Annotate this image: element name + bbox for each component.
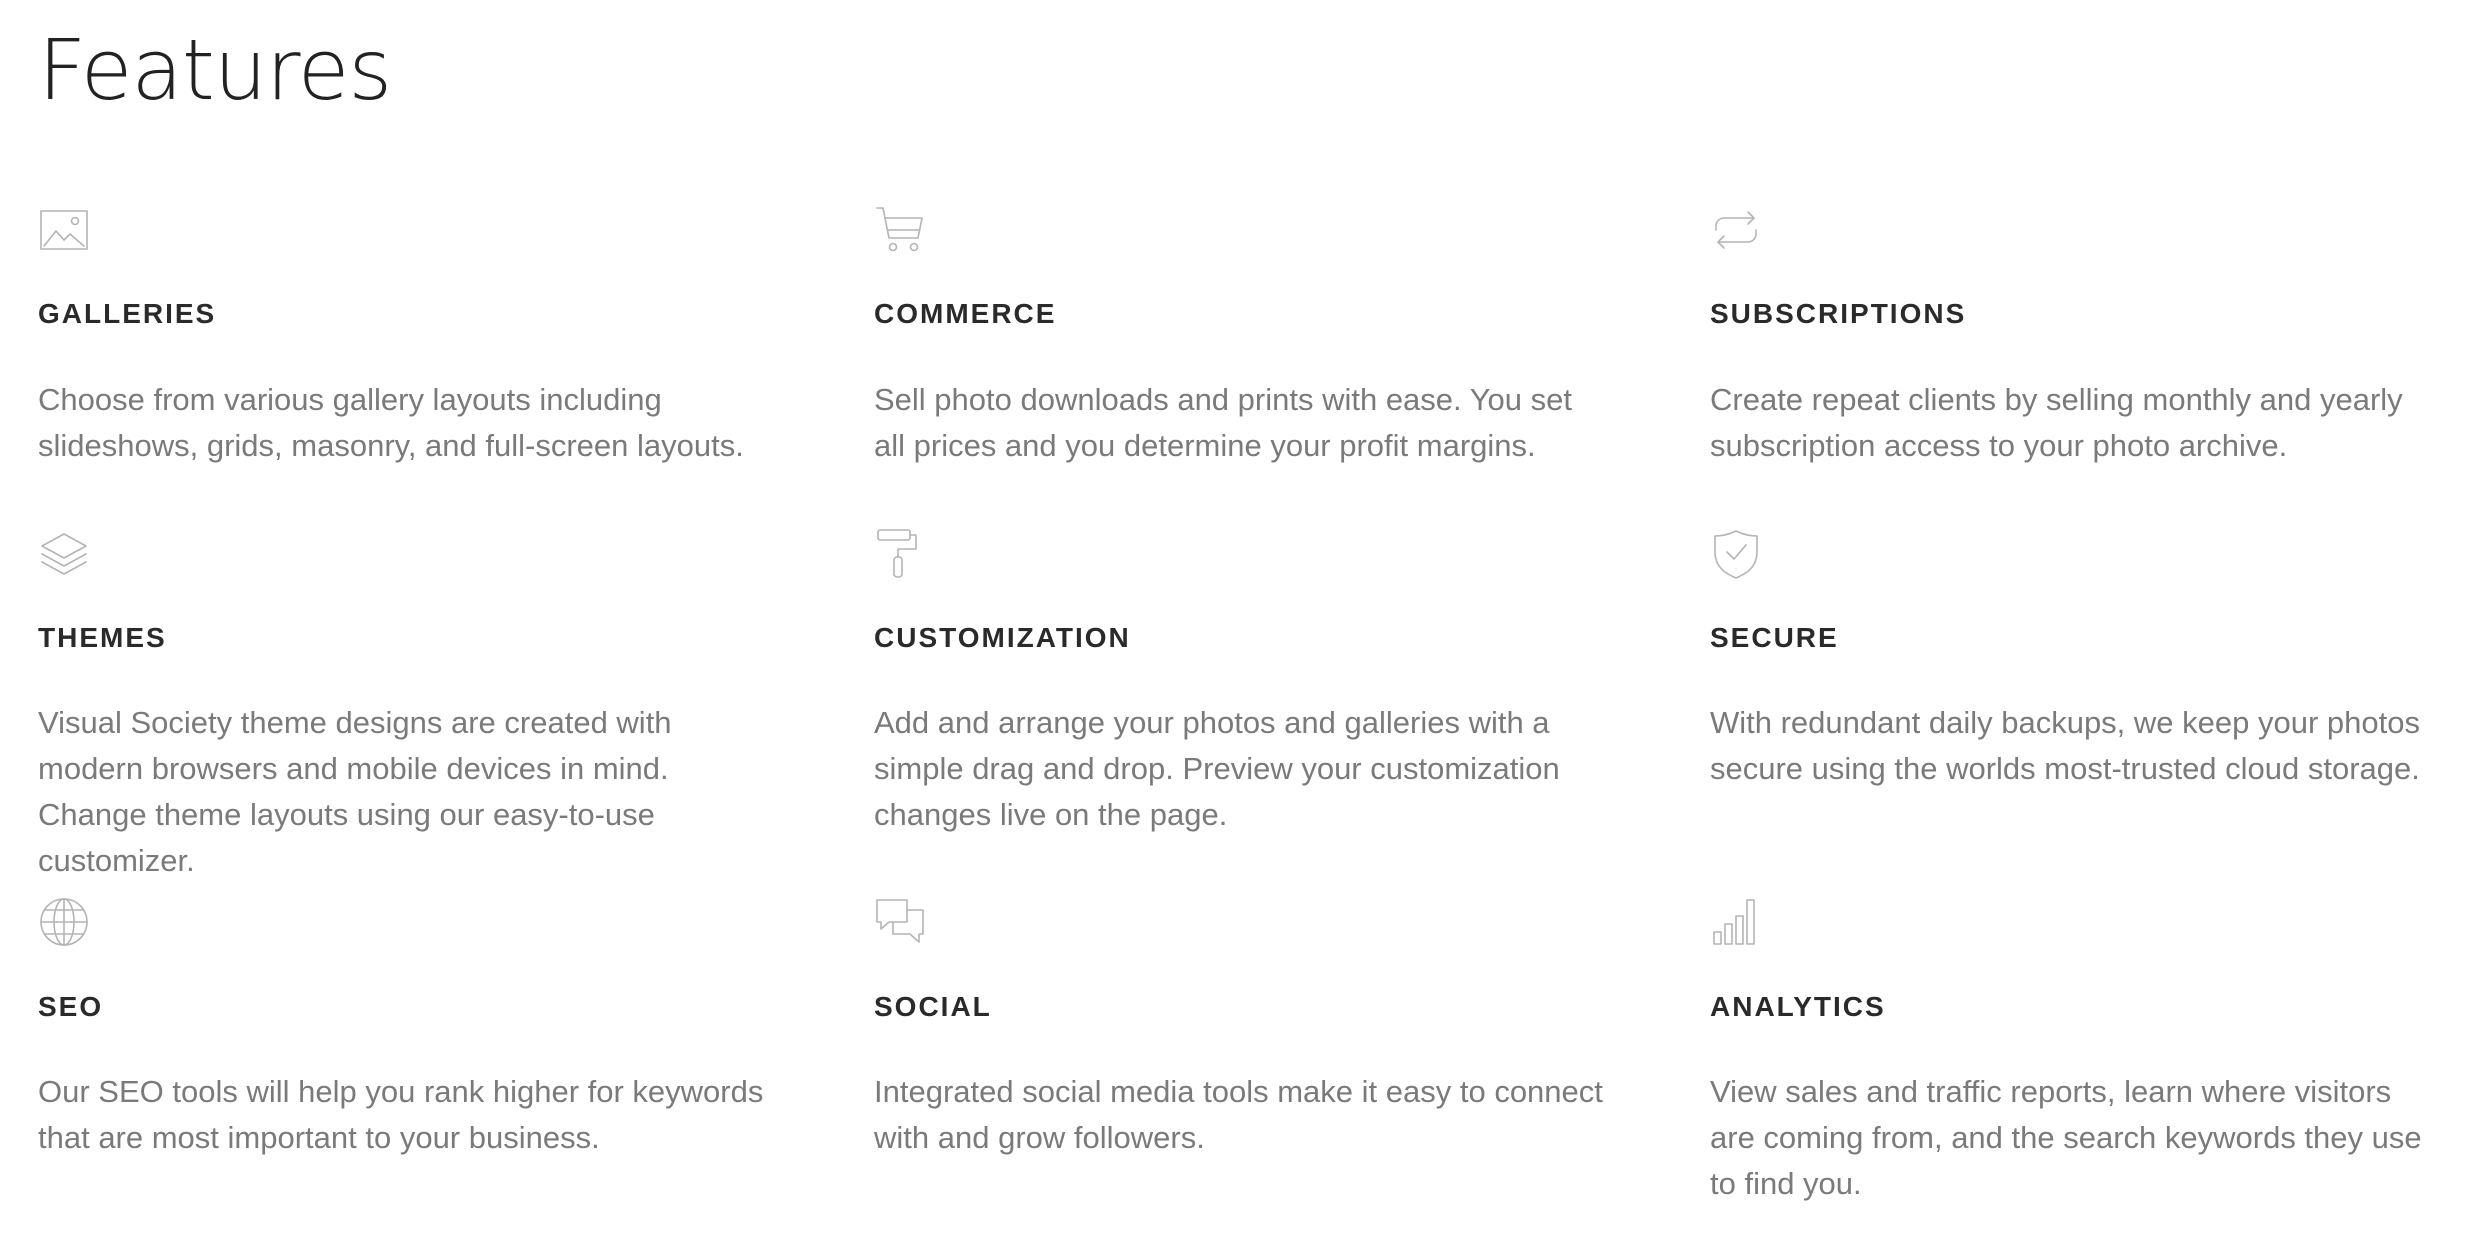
image-icon [38,204,90,256]
chat-bubbles-icon [874,896,926,948]
page-title: Features [38,21,392,119]
feature-title: GALLERIES [38,298,217,329]
shield-check-icon [1710,528,1762,580]
feature-description: Choose from various gallery layouts including slideshows, grids, masonry, and full-screen layouts. [38,382,744,463]
feature-title: SOCIAL [874,991,992,1022]
feature-title: CUSTOMIZATION [874,622,1131,653]
feature-customization [874,528,1634,848]
feature-title: COMMERCE [874,298,1057,329]
feature-commerce [874,204,1634,484]
cart-icon [874,204,926,256]
feature-description: Integrated social media tools make it easy to connect with and grow followers. [874,1074,1603,1155]
feature-description: Sell photo downloads and prints with ease. You set all prices and you determine your profit margins. [874,382,1572,463]
feature-subscriptions [1710,204,2466,484]
feature-social [874,896,1634,1176]
feature-seo [38,896,798,1176]
repeat-icon [1710,204,1762,256]
paint-roller-icon [874,528,926,580]
feature-themes [38,528,798,878]
feature-description: View sales and traffic reports, learn where visitors are coming from, and the search keywords they use to find you. [1710,1074,2422,1201]
feature-description: With redundant daily backups, we keep your photos secure using the worlds most-trusted cloud storage. [1710,705,2420,786]
feature-title: ANALYTICS [1710,991,1886,1022]
feature-description: Add and arrange your photos and galleries with a simple drag and drop. Preview your customization changes live on the page. [874,705,1560,832]
bar-chart-icon [1710,896,1762,948]
feature-title: THEMES [38,622,167,653]
feature-description: Create repeat clients by selling monthly and yearly subscription access to your photo archive. [1710,382,2403,463]
feature-title: SECURE [1710,622,1839,653]
feature-analytics [1710,896,2466,1201]
feature-secure [1710,528,2466,848]
feature-title: SUBSCRIPTIONS [1710,298,1967,329]
feature-description: Visual Society theme designs are created with modern browsers and mobile devices in mind. Change theme layouts using our easy-to-use customizer. [38,705,672,878]
layers-icon [38,528,90,580]
feature-galleries [38,204,798,484]
feature-description: Our SEO tools will help you rank higher for keywords that are most important to your business. [38,1074,764,1155]
feature-title: SEO [38,991,104,1022]
globe-icon [38,896,90,948]
